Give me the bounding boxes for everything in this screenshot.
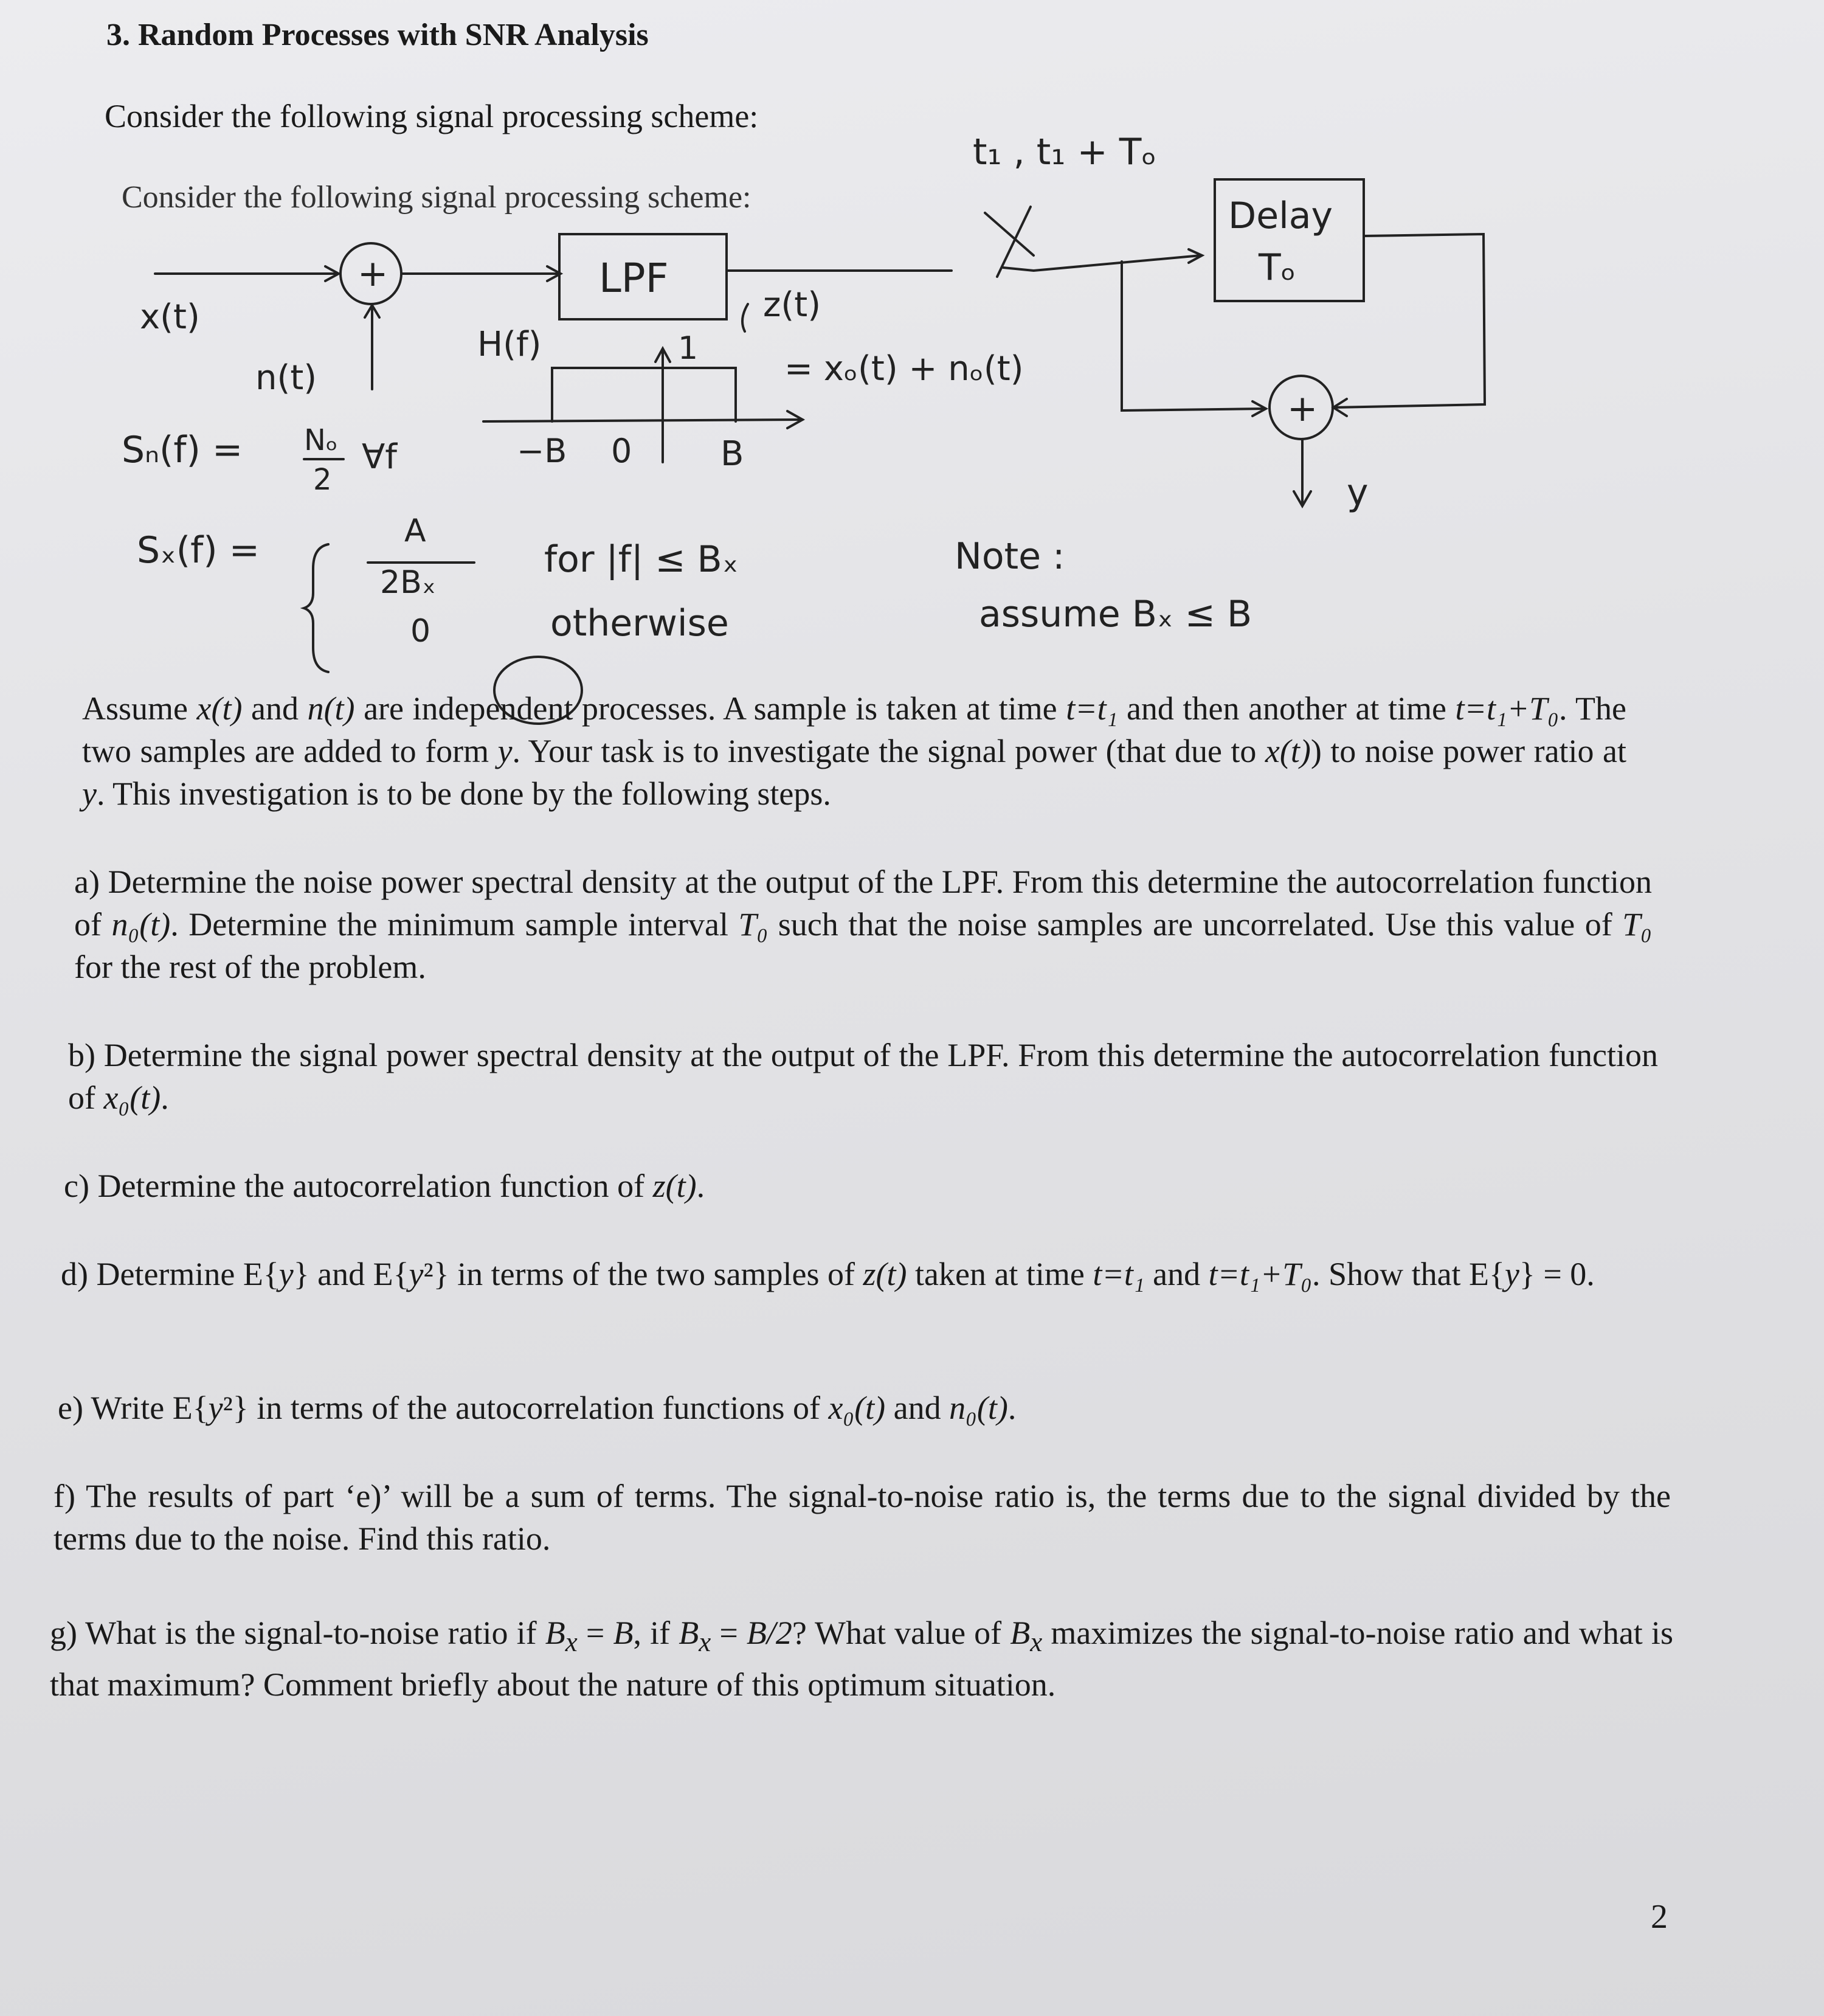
sx-lhs: Sₓ(f) = bbox=[137, 529, 260, 572]
delay-value: Tₒ bbox=[1259, 246, 1296, 289]
sn-numerator: Nₒ bbox=[304, 423, 338, 457]
intro-text-repeat: Consider the following signal processing scheme: bbox=[122, 180, 751, 215]
summer-symbol: + bbox=[358, 252, 389, 295]
lpf-label: LPF bbox=[599, 255, 669, 302]
hf-tick-one: 1 bbox=[678, 330, 699, 367]
summer2-symbol: + bbox=[1287, 387, 1318, 430]
sample-times: t₁ , t₁ + Tₒ bbox=[973, 131, 1157, 173]
sn-tail: ∀f bbox=[362, 437, 398, 477]
hf-tick-neg-b: −B bbox=[517, 432, 567, 470]
question-f: f) The results of part ‘e)’ will be a sum of terms. The signal-to-noise ratio is, the terms due to the signal divided by the terms due to the noise. Find this ratio. bbox=[54, 1478, 1671, 1557]
assumption-paragraph: Assume x(t) and n(t) are independent processes. A sample is taken at time t=t₁ and then another at time t=t₁+T₀. The two samples are added to form y. Your task is to investigate the signal power (that due to x(t)) to noise power ratio at y. This investigation is to be done by the following steps. bbox=[82, 690, 1627, 812]
sx-condition-2: otherwise bbox=[550, 602, 729, 645]
output-y-label: y bbox=[1347, 471, 1369, 514]
question-d: d) Determine E{y} and E{y²} in terms of the two samples of z(t) taken at time t=t₁ and t=t₁+T₀. Show that E{y} = 0. bbox=[61, 1256, 1595, 1292]
question-g: g) What is the signal-to-noise ratio if $B_x = B$, if $B_x = B/2$? What value of $B_x$ maximizes the signal-to-noise ratio and what is that maximum? Comment briefly about the nature of this optimum situation. bbox=[50, 1615, 1673, 1703]
z-label: z(t) bbox=[763, 285, 821, 325]
sx-denominator: 2Bₓ bbox=[380, 564, 436, 601]
z-equation: = xₒ(t) + nₒ(t) bbox=[784, 349, 1024, 389]
hf-tick-zero: 0 bbox=[611, 432, 632, 470]
question-a: a) Determine the noise power spectral density at the output of the LPF. From this determine the autocorrelation function of n₀(t). Determine the minimum sample interval T₀ such that the noise samples are uncorrelated. Use this value of T₀ for the rest of the problem. bbox=[74, 864, 1652, 985]
sx-condition-1: for |f| ≤ Bₓ bbox=[544, 538, 739, 581]
question-c: c) Determine the autocorrelation function of z(t). bbox=[64, 1168, 705, 1204]
intro-text: Consider the following signal processing scheme: bbox=[105, 98, 759, 134]
x-input-label: x(t) bbox=[140, 297, 200, 337]
page-title: 3. Random Processes with SNR Analysis bbox=[106, 18, 649, 52]
sn-lhs: Sₙ(f) = bbox=[122, 429, 243, 471]
delay-label: Delay bbox=[1228, 195, 1333, 237]
hf-label: H(f) bbox=[477, 325, 542, 364]
sx-numerator: A bbox=[404, 513, 426, 549]
question-e: e) Write E{y²} in terms of the autocorrelation functions of x₀(t) and n₀(t). bbox=[58, 1390, 1017, 1426]
noise-input-label: n(t) bbox=[255, 358, 317, 398]
sn-denominator: 2 bbox=[313, 463, 332, 497]
note-label: Note : bbox=[955, 535, 1065, 578]
page-number: 2 bbox=[1651, 1898, 1668, 1936]
question-b: b) Determine the signal power spectral density at the output of the LPF. From this determine the autocorrelation function of x₀(t). bbox=[68, 1037, 1658, 1116]
sx-zero: 0 bbox=[410, 613, 431, 649]
hf-tick-b: B bbox=[720, 434, 744, 474]
note-text: assume Bₓ ≤ B bbox=[979, 593, 1252, 636]
